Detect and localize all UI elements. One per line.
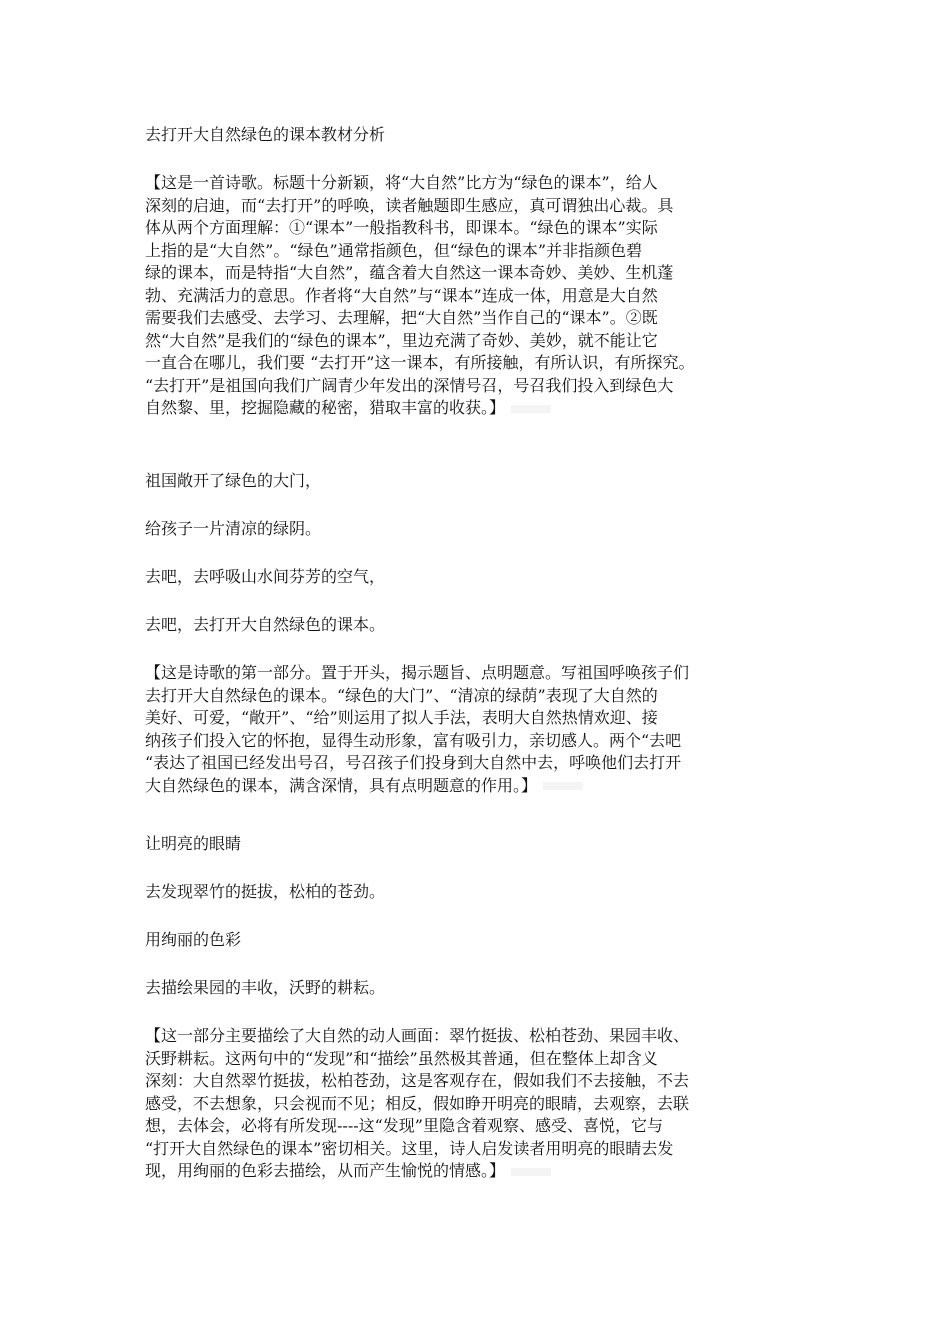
text-line: 沃野耕耘。这两句中的“发现”和“描绘”虽然极其普通，但在整体上却含义 [145, 1048, 658, 1068]
text-line: 深刻的启迪，而“去打开”的呼唤，读者触题即生感应，真可谓独出心裁。具 [145, 195, 674, 215]
text-line: 需要我们去感受、去学习、去理解，把“大自然”当作自己的“课本”。②既 [145, 308, 658, 327]
poem-line: 给孩子一片清凉的绿阴。 [145, 519, 322, 538]
text-line: 纳孩子们投入它的怀抱，显得生动形象，富有吸引力，亲切感人。两个“去吧 [145, 730, 682, 750]
text-line: “去打开”是祖国向我们广阔青少年发出的深情号召，号召我们投入到绿色大 [145, 375, 674, 395]
text-line: 深刻：大自然翠竹挺拔，松柏苍劲，这是客观存在，假如我们不去接触，不去 [145, 1071, 690, 1090]
text-line: 感受，不去想象，只会视而不见；相反，假如睁开明亮的眼睛，去观察，去联 [145, 1093, 690, 1113]
poem-line: 用绚丽的色彩 [145, 930, 242, 949]
poem-line: 去吧，去打开大自然绿色的课本。 [145, 615, 386, 634]
watermark-mark [511, 405, 551, 413]
text-line-content: 现，用绚丽的色彩去描绘，从而产生愉悦的情感。】 [145, 1161, 506, 1180]
poem-line: 去吧，去呼吸山水间芬芳的空气， [145, 567, 386, 586]
text-line: 然“大自然”是我们的“绿色的课本”，里边充满了奇妙、美妙，就不能让它 [145, 330, 658, 350]
text-line: 一直合在哪儿，我们要 “去打开”这一课本，有所接触，有所认识，有所探究。 [145, 353, 695, 372]
text-line: 去打开大自然绿色的课本。“绿色的大门”、“清凉的绿荫”表现了大自然的 [145, 685, 658, 705]
analysis-paragraph-part1 [145, 662, 813, 797]
text-line-content: 大自然绿色的课本，满含深情，具有点明题意的作用。】 [145, 775, 538, 795]
text-line [145, 397, 813, 420]
text-line: 【这一部分主要描绘了大自然的动人画面：翠竹挺拔、松柏苍劲、果园丰收、 [145, 1026, 690, 1045]
text-line: 绿的课本，而是特指“大自然”，蕴含着大自然这一课本奇妙、美妙、生机蓬 [145, 263, 674, 282]
watermark-mark [511, 1168, 551, 1176]
poem-line: 祖国敞开了绿色的大门， [145, 471, 322, 490]
text-line: 勃、充满活力的意思。作者将“大自然”与“课本”连成一体，用意是大自然 [145, 285, 658, 305]
text-line: 【这是诗歌的第一部分。置于开头，揭示题旨、点明题意。写祖国呼唤孩子们 [145, 663, 690, 682]
poem-line: 去发现翠竹的挺拔，松柏的苍劲。 [145, 882, 386, 901]
analysis-paragraph-title [145, 172, 813, 420]
text-line: 美好、可爱，“敞开”、“给”则运用了拟人手法，表明大自然热情欢迎、接 [145, 708, 658, 727]
document-title: 去打开大自然绿色的课本教材分析 [145, 125, 386, 144]
text-line: 上指的是“大自然”。“绿色”通常指颜色，但“绿色的课本”并非指颜色碧 [145, 240, 643, 260]
text-line: “打开大自然绿色的课本”密切相关。这里，诗人启发读者用明亮的眼睛去发 [145, 1138, 674, 1158]
text-line [145, 1160, 813, 1183]
text-line: 【这是一首诗歌。标题十分新颖，将“大自然”比方为“绿色的课本”，给人 [145, 173, 658, 192]
poem-line: 让明亮的眼睛 [145, 834, 242, 853]
text-line [145, 775, 813, 798]
text-line-content: 自然黎、里，挖掘隐藏的秘密，猎取丰富的收获。】 [145, 398, 506, 417]
text-line: 体从两个方面理解：①“课本”一般指教科书，即课本。“绿色的课本”实际 [145, 218, 658, 237]
text-line: “表达了祖国已经发出号召，号召孩子们投身到大自然中去，呼唤他们去打开 [145, 753, 682, 772]
poem-line: 去描绘果园的丰收，沃野的耕耘。 [145, 978, 386, 997]
text-line: 想，去体会，必将有所发现----这“发现”里隐含着观察、感受、喜悦，它与 [145, 1116, 663, 1135]
watermark-mark [543, 782, 583, 790]
analysis-paragraph-part2 [145, 1025, 813, 1183]
